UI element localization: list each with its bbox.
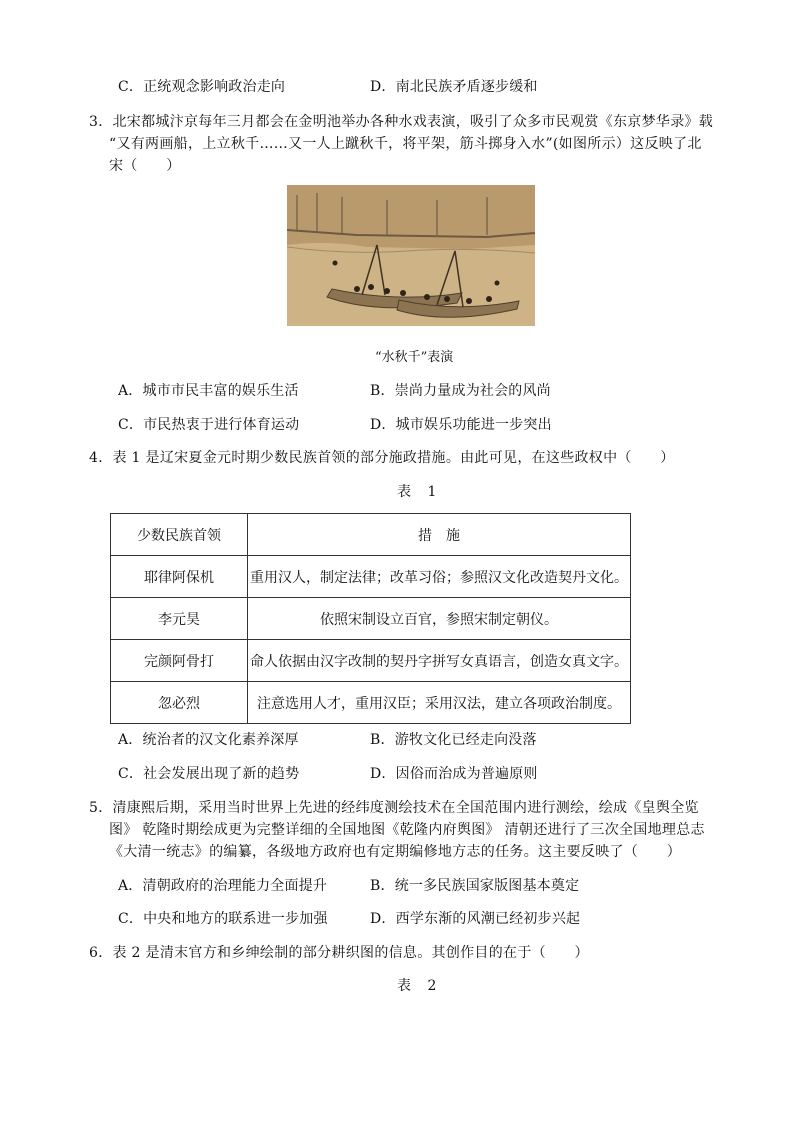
q3-option-c: C．市民热衷于进行体育运动 <box>118 417 300 433</box>
table-cell-leader: 李元昊 <box>111 598 248 640</box>
q4-option-c: C．社会发展出现了新的趋势 <box>118 766 300 782</box>
table-row <box>111 598 631 640</box>
table-cell-measure: 依照宋制设立百官，参照宋制定朝仪。 <box>248 598 631 640</box>
table1-caption: 表 1 <box>397 484 443 500</box>
table-row <box>111 556 631 598</box>
table-cell-measure: 命人依据由汉字改制的契丹字拼写女真语言，创造女真文字。 <box>248 640 631 682</box>
water-swing-painting <box>287 185 535 326</box>
q3-option-d: D．城市娱乐功能进一步突出 <box>370 417 552 433</box>
table-cell-measure: 重用汉人，制定法律；改革习俗；参照汉文化改造契丹文化。 <box>248 556 631 598</box>
q4-option-d: D．因俗而治成为普遍原则 <box>370 766 538 782</box>
q4-stem: 4．表 1 是辽宋夏金元时期少数民族首领的部分施政措施。由此可见，在这些政权中（ ） <box>89 450 675 466</box>
painting-illustration <box>287 185 535 326</box>
q3-stem-line1: 3．北宋都城汴京每年三月都会在金明池举办各种水戏表演，吸引了众多市民观赏《东京梦华录》载 <box>89 114 714 130</box>
table-cell-leader: 耶律阿保机 <box>111 556 248 598</box>
q5-option-b: B．统一多民族国家版图基本奠定 <box>370 878 580 894</box>
table2-caption: 表 2 <box>397 978 443 994</box>
table-header-row <box>111 514 631 556</box>
q2-option-c: C．正统观念影响政治走向 <box>118 79 286 95</box>
table-cell-measure: 注意选用人才，重用汉臣；采用汉法，建立各项政治制度。 <box>248 682 631 724</box>
table1 <box>110 513 631 724</box>
table-header-cell: 措 施 <box>248 514 631 556</box>
q6-stem: 6．表 2 是清末官方和乡绅绘制的部分耕织图的信息。其创作目的在于（ ） <box>89 945 589 961</box>
q4-option-a: A．统治者的汉文化素养深厚 <box>118 732 299 748</box>
q3-image-caption: “水秋千”表演 <box>375 350 454 365</box>
q3-stem-line2: “又有两画船，上立秋千……又一人上蹴秋千，将平架，筋斗掷身入水”(如图所示）这反映了北 <box>109 136 702 152</box>
table-cell-leader: 完颜阿骨打 <box>111 640 248 682</box>
q5-option-d: D．西学东渐的风潮已经初步兴起 <box>370 911 581 927</box>
table-header-cell: 少数民族首领 <box>111 514 248 556</box>
q4-option-b: B．游牧文化已经走向没落 <box>370 732 537 748</box>
q5-stem-line2: 图》 乾隆时期绘成更为完整详细的全国地图《乾隆内府舆图》 清朝还进行了三次全国地理总志 <box>109 822 705 838</box>
q5-option-c: C．中央和地方的联系进一步加强 <box>118 911 328 927</box>
table-cell-leader: 忽必烈 <box>111 682 248 724</box>
table-row <box>111 682 631 724</box>
q5-stem-line3: 《大清一统志》的编纂，各级地方政府也有定期编修地方志的任务。这主要反映了（ ） <box>109 844 681 860</box>
q3-stem-line3: 宋（ ） <box>109 158 181 174</box>
q5-option-a: A．清朝政府的治理能力全面提升 <box>118 878 328 894</box>
table-row <box>111 640 631 682</box>
q5-stem-line1: 5．清康熙后期，采用当时世界上先进的经纬度测绘技术在全国范围内进行测绘，绘成《皇舆全览 <box>89 800 699 816</box>
q3-option-b: B．崇尚力量成为社会的风尚 <box>370 383 551 399</box>
q3-option-a: A．城市市民丰富的娱乐生活 <box>118 383 299 399</box>
q2-option-d: D．南北民族矛盾逐步缓和 <box>370 79 538 95</box>
